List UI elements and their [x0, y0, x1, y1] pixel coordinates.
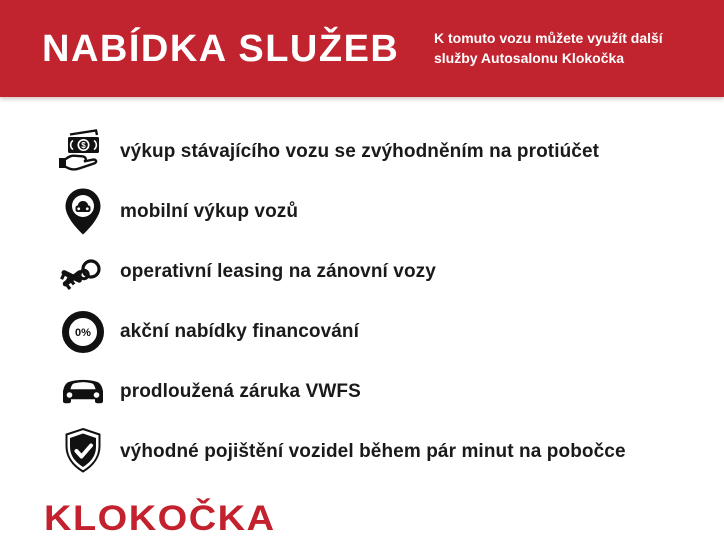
- service-label: akční nabídky financování: [120, 321, 360, 342]
- service-list: [0, 97, 724, 482]
- service-label: výkup stávajícího vozu se zvýhodněním na protiúčet: [120, 141, 600, 162]
- page-title: NABÍDKA SLUŽEB: [42, 27, 400, 70]
- svg-text:$: $: [81, 141, 86, 150]
- zero-percent-label: 0%: [75, 327, 91, 339]
- header-subtitle: K tomuto vozu můžete využít další služby Autosalonu Klokočka: [434, 30, 663, 66]
- service-item-warranty: [56, 362, 724, 422]
- service-item-financing: [56, 302, 724, 362]
- service-item-insurance: [56, 422, 724, 482]
- klokocka-logo: KLOKOČKA: [44, 499, 276, 539]
- service-label: mobilní výkup vozů: [120, 201, 299, 222]
- zero-percent-icon: [56, 305, 110, 359]
- footer: [44, 500, 724, 538]
- shield-check-icon: [56, 425, 110, 479]
- service-label: operativní leasing na zánovní vozy: [120, 261, 436, 282]
- header-banner: [0, 0, 724, 97]
- car-icon: [56, 365, 110, 419]
- service-item-mobile-buyout: [56, 182, 724, 242]
- service-label: prodloužená záruka VWFS: [120, 381, 361, 402]
- cash-in-hand-icon: [56, 125, 110, 179]
- service-label: výhodné pojištění vozidel během pár minut na pobočce: [120, 441, 626, 462]
- service-item-trade-in: [56, 122, 724, 182]
- car-location-pin-icon: [56, 185, 110, 239]
- service-item-leasing: [56, 242, 724, 302]
- keys-icon: [56, 245, 110, 299]
